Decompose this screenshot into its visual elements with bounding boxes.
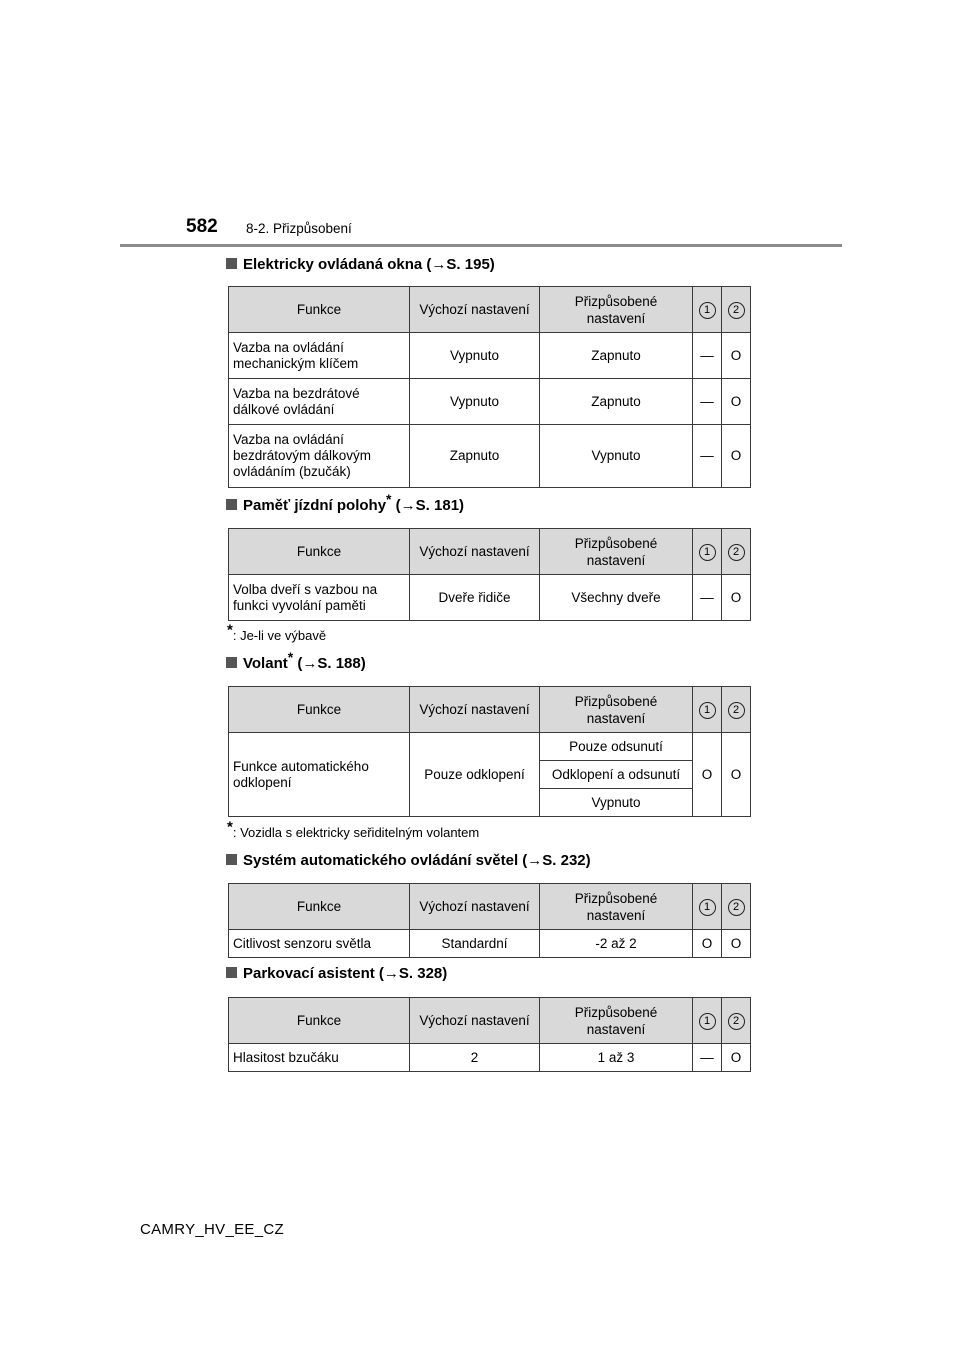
col-header-mark-1: 1 [693, 998, 722, 1044]
table-header-row [229, 884, 751, 930]
square-bullet-icon [226, 499, 237, 510]
footnote-pamet: *: Je-li ve výbavě [227, 621, 327, 643]
col-header-mark-1: 1 [693, 687, 722, 733]
cell-mark-1: O [693, 733, 722, 817]
cell-vychozi: Vypnuto [410, 333, 540, 379]
col-header-funkce: Funkce [229, 529, 410, 575]
square-bullet-icon [226, 967, 237, 978]
col-header-vychozi: Výchozí nastavení [410, 529, 540, 575]
col-header-mark-2: 2 [722, 884, 751, 930]
cell-funkce: Hlasitost bzučáku [229, 1044, 410, 1072]
cell-prizpusobene: Všechny dveře [540, 575, 693, 621]
col-header-prizpusobene: Přizpůsobené nastavení [540, 287, 693, 333]
table-row [229, 425, 751, 488]
table-row [229, 733, 751, 761]
col-header-funkce: Funkce [229, 687, 410, 733]
cell-mark-2: O [722, 930, 751, 958]
cell-vychozi: Vypnuto [410, 379, 540, 425]
col-header-prizpusobene: Přizpůsobené nastavení [540, 998, 693, 1044]
cell-vychozi: Standardní [410, 930, 540, 958]
cell-mark-2: O [722, 425, 751, 488]
table-header-row [229, 687, 751, 733]
cell-mark-2: O [722, 333, 751, 379]
section-heading-svetla: Systém automatického ovládání světel (→S. 232) [226, 852, 591, 869]
table-pamet [228, 528, 751, 621]
chapter-title: 8-2. Přizpůsobení [246, 221, 352, 236]
cell-funkce: Vazba na ovládání mechanickým klíčem [229, 333, 410, 379]
cell-funkce: Volba dveří s vazbou na funkci vyvolání paměti [229, 575, 410, 621]
col-header-vychozi: Výchozí nastavení [410, 687, 540, 733]
cell-prizpusobene: 1 až 3 [540, 1044, 693, 1072]
table-header-row [229, 529, 751, 575]
cell-mark-1: — [693, 379, 722, 425]
table-svetla [228, 883, 751, 958]
cell-prizpusobene: Vypnuto [540, 425, 693, 488]
table-row [229, 1044, 751, 1072]
section-heading-parkovaci: Parkovací asistent (→S. 328) [226, 965, 447, 982]
cell-mark-2: O [722, 733, 751, 817]
col-header-vychozi: Výchozí nastavení [410, 884, 540, 930]
cell-funkce: Vazba na bezdrátové dálkové ovládání [229, 379, 410, 425]
cell-vychozi: Zapnuto [410, 425, 540, 488]
cell-mark-1: — [693, 333, 722, 379]
cell-vychozi: Dveře řidiče [410, 575, 540, 621]
square-bullet-icon [226, 258, 237, 269]
col-header-mark-2: 2 [722, 687, 751, 733]
table-row [229, 379, 751, 425]
cell-mark-1: O [693, 930, 722, 958]
cell-mark-1: — [693, 1044, 722, 1072]
cell-funkce: Citlivost senzoru světla [229, 930, 410, 958]
footnote-volant: *: Vozidla s elektricky seřiditelným volantem [227, 818, 480, 840]
table-header-row [229, 998, 751, 1044]
col-header-mark-2: 2 [722, 287, 751, 333]
table-row [229, 930, 751, 958]
col-header-funkce: Funkce [229, 287, 410, 333]
col-header-prizpusobene: Přizpůsobené nastavení [540, 687, 693, 733]
col-header-prizpusobene: Přizpůsobené nastavení [540, 884, 693, 930]
table-row [229, 333, 751, 379]
table-header-row [229, 287, 751, 333]
cell-mark-2: O [722, 379, 751, 425]
cell-mark-1: — [693, 575, 722, 621]
section-heading-pamet: Paměť jízdní polohy* (→S. 181) [226, 497, 464, 514]
col-header-vychozi: Výchozí nastavení [410, 998, 540, 1044]
cell-mark-2: O [722, 1044, 751, 1072]
cell-option: Vypnuto [540, 789, 693, 817]
cell-vychozi: Pouze odklopení [410, 733, 540, 817]
cell-option: Odklopení a odsunutí [540, 761, 693, 789]
cell-option: Pouze odsunutí [540, 733, 693, 761]
col-header-funkce: Funkce [229, 884, 410, 930]
square-bullet-icon [226, 657, 237, 668]
table-parkovaci [228, 997, 751, 1072]
cell-prizpusobene: Zapnuto [540, 379, 693, 425]
cell-funkce: Funkce automatického odklopení [229, 733, 410, 817]
table-volant [228, 686, 751, 817]
page-number: 582 [186, 216, 218, 237]
col-header-mark-1: 1 [693, 884, 722, 930]
table-okna [228, 286, 751, 488]
col-header-mark-1: 1 [693, 529, 722, 575]
cell-prizpusobene: Zapnuto [540, 333, 693, 379]
header-rule [120, 244, 842, 247]
col-header-vychozi: Výchozí nastavení [410, 287, 540, 333]
col-header-funkce: Funkce [229, 998, 410, 1044]
cell-prizpusobene: -2 až 2 [540, 930, 693, 958]
cell-funkce: Vazba na ovládání bezdrátovým dálkovým ovládáním (bzučák) [229, 425, 410, 488]
section-heading-volant: Volant* (→S. 188) [226, 655, 366, 672]
square-bullet-icon [226, 854, 237, 865]
col-header-mark-2: 2 [722, 998, 751, 1044]
cell-vychozi: 2 [410, 1044, 540, 1072]
document-code: CAMRY_HV_EE_CZ [140, 1221, 284, 1238]
cell-mark-2: O [722, 575, 751, 621]
cell-mark-1: — [693, 425, 722, 488]
col-header-mark-1: 1 [693, 287, 722, 333]
col-header-prizpusobene: Přizpůsobené nastavení [540, 529, 693, 575]
table-row [229, 575, 751, 621]
col-header-mark-2: 2 [722, 529, 751, 575]
section-heading-okna: Elektricky ovládaná okna (→S. 195) [226, 256, 495, 273]
